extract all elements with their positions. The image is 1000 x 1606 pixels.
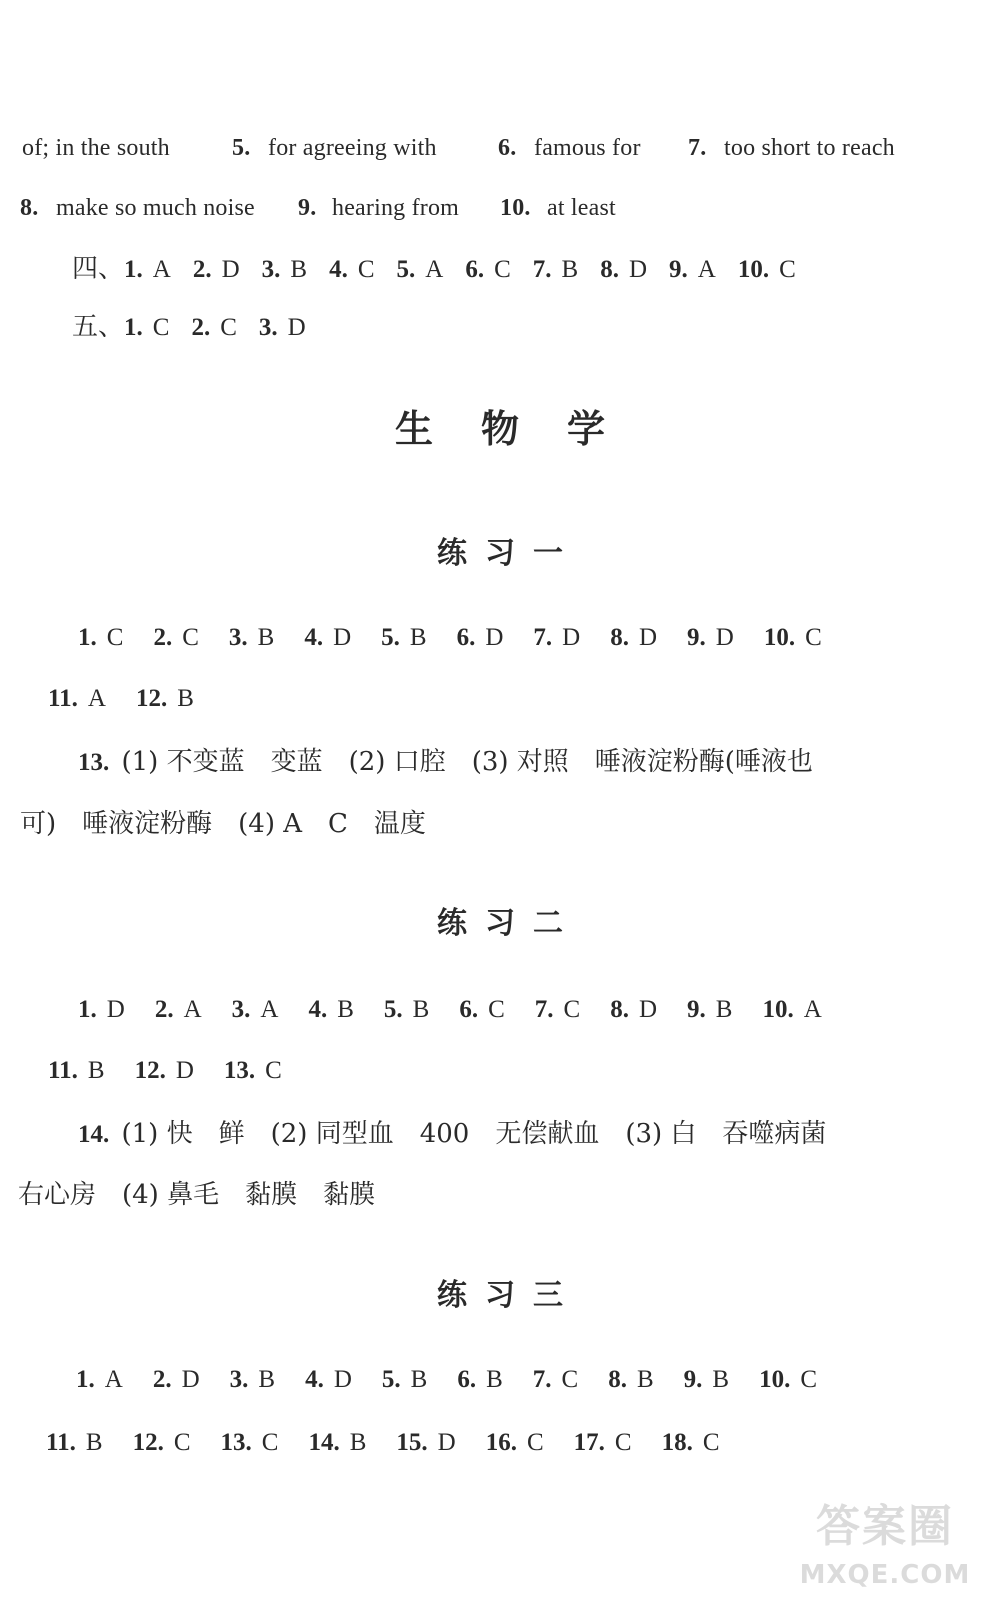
section-1-question <box>78 746 988 779</box>
answer-letter: C <box>779 256 796 283</box>
answer-text: too short to reach <box>724 135 895 161</box>
answer-letter: B <box>257 624 275 651</box>
answer-number: 2. <box>192 256 212 283</box>
answer-letter: C <box>261 1429 279 1456</box>
answer-number: 1. <box>124 314 143 341</box>
answer-letter: A <box>803 996 822 1023</box>
answer-letter: D <box>485 624 504 651</box>
section-title-1: 练习一 <box>437 536 581 571</box>
answer-letter: D <box>333 1366 352 1393</box>
answer-letter: B <box>337 996 354 1023</box>
question-number: 14. <box>78 1121 110 1148</box>
section-2-question-cont: 右心房 (4) 鼻毛 黏膜 黏膜 <box>18 1180 376 1210</box>
answer-number: 5. <box>396 256 416 283</box>
section-3-row-1 <box>76 1364 976 1396</box>
answer-letter: C <box>182 624 199 651</box>
answer-letter: A <box>104 1366 123 1393</box>
answer-number: 3. <box>229 1366 249 1393</box>
answer-letter: B <box>258 1366 276 1393</box>
answer-number: 11. <box>48 1057 78 1084</box>
answer-text: for agreeing with <box>268 135 437 161</box>
section-1-question-cont: 可) 唾液淀粉酶 (4) A C 温度 <box>20 809 426 839</box>
answer-letter: B <box>409 624 427 651</box>
answer-letter: B <box>87 1057 105 1084</box>
answer-text: famous for <box>534 135 641 161</box>
answer-letter: D <box>562 624 581 651</box>
answer-letter: D <box>638 996 657 1023</box>
answer-letter: D <box>715 624 734 651</box>
answer-number: 12. <box>132 1429 164 1456</box>
answer-letter: C <box>265 1057 282 1084</box>
answer-letter: C <box>488 996 505 1023</box>
answer-letter: A <box>697 256 716 283</box>
answer-number: 2. <box>152 1366 172 1393</box>
section-1-row-2 <box>48 683 948 715</box>
answer-number: 1. <box>76 1366 95 1393</box>
answer-letter: B <box>712 1366 730 1393</box>
section-title-3: 练习三 <box>437 1278 581 1313</box>
answer-number: 3. <box>261 256 281 283</box>
answer-number: 5. <box>383 996 403 1023</box>
answer-letter: D <box>106 996 125 1023</box>
answer-number: 7. <box>688 135 707 161</box>
answer-number: 12. <box>135 685 168 712</box>
answer-letter: A <box>87 685 106 712</box>
answer-letter: C <box>220 314 237 341</box>
section-2-row-1 <box>78 994 978 1026</box>
answer-letter: B <box>561 256 579 283</box>
answer-number: 12. <box>134 1057 166 1084</box>
question-number: 13. <box>78 749 110 776</box>
answer-number: 8. <box>20 195 39 221</box>
answer-letter: A <box>183 996 202 1023</box>
section-1-row-1 <box>78 622 978 654</box>
watermark-bottom-text: MXQE.COM <box>799 1560 971 1590</box>
section-2-question <box>78 1118 988 1151</box>
answer-number: 4. <box>308 996 328 1023</box>
answer-number: 9. <box>687 996 706 1023</box>
watermark-logo <box>790 1498 980 1598</box>
answer-number: 10. <box>500 195 531 221</box>
answer-letter: C <box>526 1429 544 1456</box>
answer-number: 1. <box>78 624 97 651</box>
answer-letter: B <box>410 1366 428 1393</box>
answer-number: 7. <box>534 996 554 1023</box>
answer-letter: A <box>260 996 279 1023</box>
answer-letter: D <box>437 1429 456 1456</box>
answer-text: of; in the south <box>22 135 170 161</box>
answer-number: 9. <box>669 256 688 283</box>
answer-number: 14. <box>308 1429 340 1456</box>
answer-letter: B <box>715 996 733 1023</box>
answer-number: 8. <box>610 624 629 651</box>
watermark-top-text: 答案圈 <box>816 1501 954 1552</box>
answer-letter: B <box>486 1366 503 1393</box>
answer-number: 17. <box>573 1429 605 1456</box>
answer-text: at least <box>547 195 616 221</box>
answer-number: 3. <box>228 624 248 651</box>
answer-number: 6. <box>456 624 476 651</box>
answer-number: 8. <box>600 256 619 283</box>
answer-number: 5. <box>381 1366 401 1393</box>
answer-letter: C <box>494 256 511 283</box>
answer-text: hearing from <box>332 195 460 221</box>
answer-letter: C <box>152 314 170 341</box>
answer-number: 10. <box>759 1366 791 1393</box>
answer-letter: B <box>177 685 194 712</box>
answer-number: 9. <box>683 1366 703 1393</box>
answer-letter: B <box>290 256 308 283</box>
answer-letter: C <box>561 1366 579 1393</box>
english-line-4 <box>72 311 992 344</box>
answer-number: 7. <box>532 1366 552 1393</box>
answer-number: 1. <box>78 996 97 1023</box>
answer-number: 4. <box>304 624 324 651</box>
answer-letter: C <box>357 256 375 283</box>
answer-letter: C <box>106 624 124 651</box>
answer-number: 3. <box>231 996 251 1023</box>
answer-number: 11. <box>46 1429 76 1456</box>
answer-letter: D <box>638 624 657 651</box>
answer-number: 15. <box>396 1429 428 1456</box>
answer-number: 8. <box>608 1366 627 1393</box>
answer-number: 8. <box>610 996 629 1023</box>
answer-number: 2. <box>154 996 174 1023</box>
answer-number: 1. <box>124 256 143 283</box>
answer-number: 9. <box>687 624 706 651</box>
answer-number: 10. <box>737 256 770 283</box>
answer-letter: D <box>221 256 240 283</box>
answer-letter: C <box>702 1429 720 1456</box>
section-prefix: 五、 <box>72 312 125 342</box>
answer-number: 5. <box>232 135 251 161</box>
answer-letter: C <box>563 996 581 1023</box>
answer-letter: D <box>333 624 352 651</box>
answer-letter: C <box>173 1429 191 1456</box>
section-2-row-2 <box>48 1055 948 1087</box>
answer-letter: D <box>628 256 648 283</box>
answer-number: 13. <box>220 1429 252 1456</box>
answer-letter: A <box>425 256 444 283</box>
answer-letter: B <box>636 1366 654 1393</box>
section-3-row-2 <box>46 1427 946 1459</box>
answer-number: 6. <box>498 135 517 161</box>
answer-number: 2. <box>153 624 173 651</box>
subject-title: 生物学 <box>394 407 653 451</box>
answer-number: 3. <box>258 314 278 341</box>
answer-text: make so much noise <box>56 195 255 221</box>
answer-number: 9. <box>298 195 317 221</box>
answer-letter: D <box>287 314 306 341</box>
answer-number: 7. <box>532 256 552 283</box>
answer-number: 6. <box>459 996 479 1023</box>
answer-number: 11. <box>48 685 78 712</box>
answer-letter: B <box>349 1429 367 1456</box>
answer-letter: C <box>614 1429 632 1456</box>
answer-letter: C <box>800 1366 817 1393</box>
answer-number: 4. <box>305 1366 324 1393</box>
section-prefix: 四、 <box>72 254 125 284</box>
answer-number: 18. <box>661 1429 693 1456</box>
answer-letter: A <box>152 256 171 283</box>
section-title-2: 练习二 <box>437 906 581 941</box>
answer-letter: C <box>805 624 822 651</box>
answer-number: 13. <box>223 1057 256 1084</box>
answer-number: 7. <box>533 624 553 651</box>
question-answer-text: (1) 不变蓝 变蓝 (2) 口腔 (3) 对照 唾液淀粉酶(唾液也 <box>121 747 813 777</box>
answer-number: 6. <box>465 256 485 283</box>
answer-letter: B <box>85 1429 103 1456</box>
answer-number: 6. <box>457 1366 477 1393</box>
answer-number: 10. <box>762 996 794 1023</box>
answer-letter: B <box>412 996 430 1023</box>
answer-number: 10. <box>763 624 796 651</box>
answer-letter: D <box>175 1057 194 1084</box>
answer-number: 4. <box>329 256 348 283</box>
answer-letter: D <box>181 1366 200 1393</box>
answer-number: 5. <box>381 624 400 651</box>
english-line-3 <box>72 253 992 286</box>
answer-number: 2. <box>191 314 211 341</box>
answer-number: 16. <box>485 1429 517 1456</box>
question-answer-text: (1) 快 鲜 (2) 同型血 400 无偿献血 (3) 白 吞噬病菌 <box>121 1119 827 1149</box>
